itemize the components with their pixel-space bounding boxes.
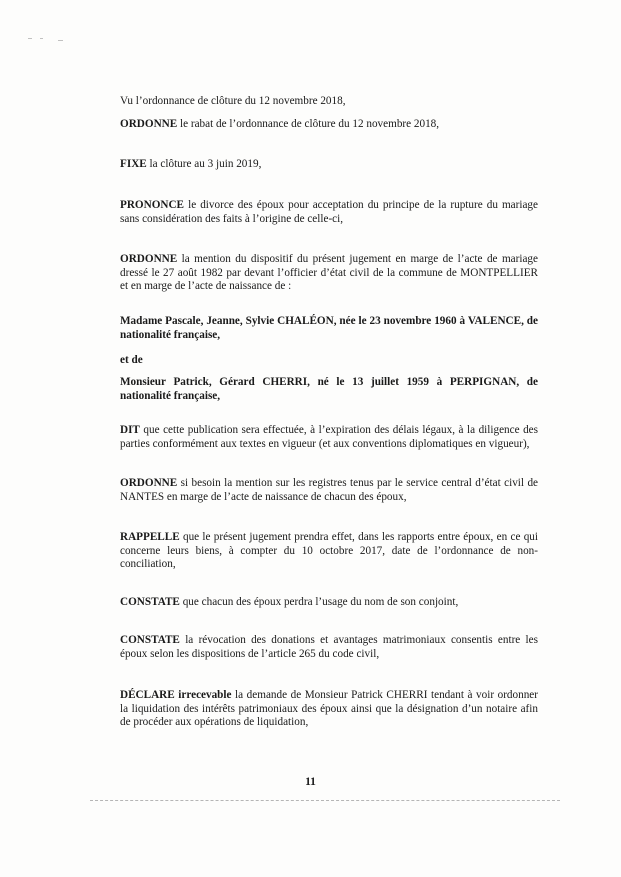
paragraph-text: la mention du dispositif du présent jugement en marge de l’acte de mariage dressé le 27 août 1982 par devant l’officier d’état civil de la commune de MONTPELLIER et en marge de l’acte de naissance de : xyxy=(120,253,538,292)
paragraph-lead: CONSTATE xyxy=(120,596,180,608)
paragraph-prononce xyxy=(120,199,538,226)
paragraph-vu xyxy=(120,95,538,109)
paragraph-lead: Madame Pascale, Jeanne, Sylvie CHALÉON, née le 23 novembre 1960 à VALENCE, de nationalité française, xyxy=(120,315,538,341)
paragraph-declare xyxy=(120,689,538,730)
paragraph-text: le divorce des époux pour acceptation du principe de la rupture du mariage sans considération des faits à l’origine de celle-ci, xyxy=(120,199,538,225)
scan-mark xyxy=(40,38,43,39)
paragraph-text: la demande de Monsieur Patrick CHERRI tendant à voir ordonner la liquidation des intérêts patrimoniaux des époux ainsi que la désignation d’un notaire afin de procéder aux opérations de liquidation, xyxy=(120,689,538,728)
paragraph-constate-revocation xyxy=(120,634,538,661)
paragraph-rappelle xyxy=(120,531,538,572)
page-number: 11 xyxy=(305,776,316,788)
paragraph-ordonne-rabat xyxy=(120,118,538,132)
scan-mark xyxy=(58,40,63,41)
paragraph-lead: FIXE xyxy=(120,158,147,170)
paragraph-lead: et de xyxy=(120,354,143,366)
paragraph-lead: ORDONNE xyxy=(120,253,178,265)
paragraph-text: que cette publication sera effectuée, à l’expiration des délais légaux, à la diligence des parties conformément aux textes en vigueur (et aux conventions diplomatiques en vigueur), xyxy=(120,424,538,450)
paragraph-text: la clôture au 3 juin 2019, xyxy=(146,158,262,170)
paragraph-lead: ORDONNE xyxy=(120,477,178,489)
paragraph-ordonne-registres xyxy=(120,477,538,504)
paragraph-text: que le présent jugement prendra effet, dans les rapports entre époux, en ce qui concerne leurs biens, à compter du 10 octobre 2017, date de l’ordonnance de non-conciliation, xyxy=(120,531,538,570)
paragraph-dit xyxy=(120,424,538,451)
paragraph-text: que chacun des époux perdra l’usage du nom de son conjoint, xyxy=(179,596,459,608)
paragraph-text: le rabat de l’ordonnance de clôture du 12 novembre 2018, xyxy=(177,118,440,130)
paragraph-fixe xyxy=(120,158,538,172)
paragraph-lead: DIT xyxy=(120,424,140,436)
scan-edge-line xyxy=(90,800,560,802)
paragraph-lead: RAPPELLE xyxy=(120,531,180,543)
paragraph-text: si besoin la mention sur les registres tenus par le service central d’état civil de NANTES en marge de l’acte de naissance de chacun des époux, xyxy=(120,477,538,503)
paragraph-madame xyxy=(120,315,538,342)
scan-mark xyxy=(28,38,32,39)
paragraph-lead: Monsieur Patrick, Gérard CHERRI, né le 13 juillet 1959 à PERPIGNAN, de nationalité française, xyxy=(120,376,538,402)
paragraph-monsieur xyxy=(120,376,538,403)
paragraph-text: la révocation des donations et avantages matrimoniaux consentis entre les époux selon les dispositions de l’article 265 du code civil, xyxy=(120,634,538,660)
paragraph-lead: ORDONNE xyxy=(120,118,178,130)
paragraph-text: Vu l’ordonnance de clôture du 12 novembre 2018, xyxy=(120,95,346,107)
paragraph-lead: CONSTATE xyxy=(120,634,180,646)
paragraph-et-de xyxy=(120,354,538,368)
paragraph-lead: PRONONCE xyxy=(120,199,185,211)
paragraph-ordonne-mention xyxy=(120,253,538,294)
paragraph-constate-nom xyxy=(120,596,538,610)
paragraph-lead: DÉCLARE irrecevable xyxy=(120,689,232,701)
